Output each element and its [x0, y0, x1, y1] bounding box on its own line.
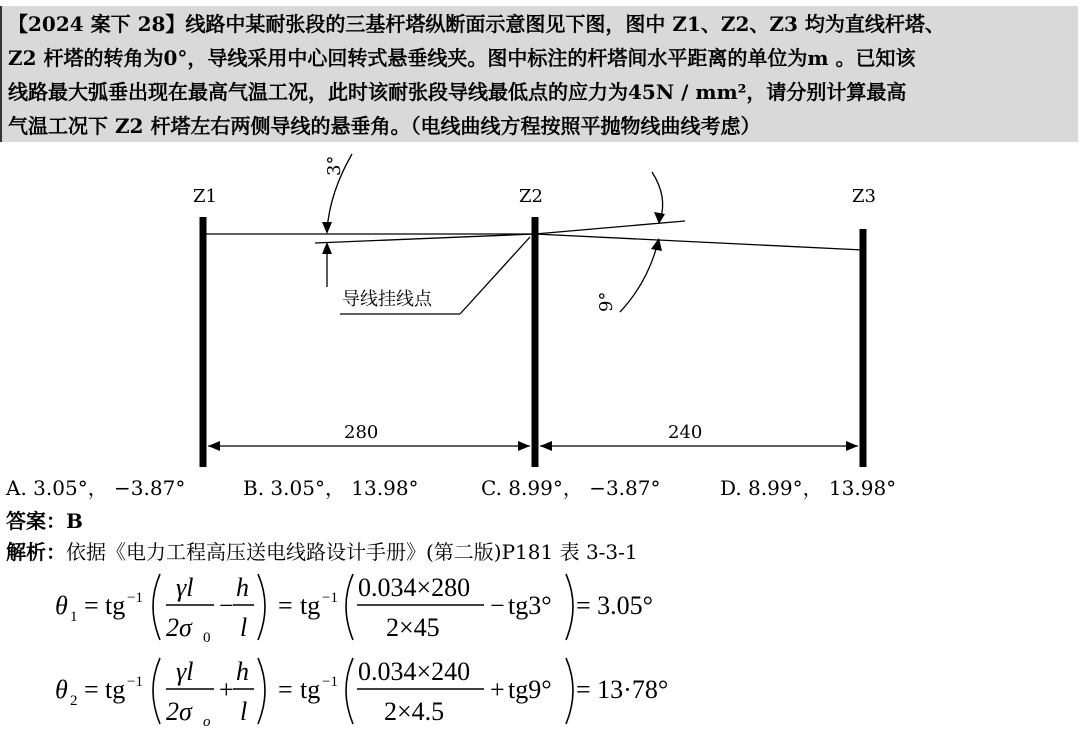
answer-label: 答案：: [6, 509, 66, 533]
f2-paren-close-2: [566, 658, 573, 724]
f1-exp: −1: [127, 590, 143, 606]
span-arrow-1-right: [518, 441, 530, 451]
f2-num: 0.034×240: [358, 657, 471, 686]
tower-label-z3: Z3: [852, 186, 876, 207]
f2-exp: −1: [127, 674, 143, 690]
f1-theta: θ: [55, 591, 68, 620]
f1-eq1: =: [84, 591, 99, 620]
f1-tg2: tg: [300, 591, 321, 620]
hang-point-label: 导线挂线点: [342, 289, 432, 310]
option-b[interactable]: B. 3.05°， 13.98°: [243, 476, 419, 500]
question-line-4: 气温工况下 Z2 杆塔左右两侧导线的悬垂角。（电线曲线方程按照平抛物线曲线考虑）: [8, 114, 761, 138]
answer-options: [0, 472, 1080, 502]
f1-result: = 3.05°: [576, 591, 654, 620]
f2-den: 2×4.5: [384, 697, 445, 726]
f1-tg3: tg3°: [508, 591, 552, 620]
f2-theta-sub: 2: [70, 693, 78, 709]
f2-h: h: [236, 657, 249, 686]
question-line-3: 线路最大弧垂出现在最高气温工况，此时该耐张段导线最低点的应力为45N / mm²，请分别计算最高: [8, 80, 907, 104]
angle-arrow-left-bottom: [322, 242, 332, 254]
angle-label-left: 3°: [324, 155, 345, 176]
f1-num: 0.034×280: [358, 573, 471, 602]
analysis-line: [6, 536, 638, 565]
f2-plus2: +: [490, 675, 505, 704]
f2-theta: θ: [55, 675, 68, 704]
tower-label-z1: Z1: [193, 186, 217, 207]
f2-gl: γl: [176, 657, 194, 686]
f2-eq1: =: [84, 675, 99, 704]
f1-minus2: −: [490, 591, 505, 620]
span-label-1: 280: [344, 422, 379, 443]
question-line-1: 【2024 案下 28】线路中某耐张段的三基杆塔纵断面示意图见下图，图中 Z1、Z2、Z3 均为直线杆塔、: [8, 12, 945, 36]
f2-eq2: =: [278, 675, 293, 704]
question-line-2: Z2 杆塔的转角为0°，导线采用中心回转式悬垂线夹。图中标注的杆塔间水平距离的单位为m 。已知该: [8, 46, 916, 70]
option-d[interactable]: D. 8.99°， 13.98°: [720, 476, 897, 500]
span-label-2: 240: [668, 422, 703, 443]
f2-paren-open-1: [153, 658, 160, 724]
option-a[interactable]: A. 3.05°， −3.87°: [6, 476, 186, 500]
f1-tg: tg: [105, 591, 126, 620]
conductor-line-right: [535, 234, 863, 250]
answer-line: [6, 505, 83, 534]
formula-theta2: [0, 650, 1080, 732]
f2-tg: tg: [105, 675, 126, 704]
angle-arc-right-bottom: [620, 242, 658, 312]
f2-l: l: [240, 697, 248, 726]
tangent-line-left: [315, 234, 535, 243]
angle-arrow-left-top: [322, 222, 332, 234]
analysis-label: 解析：: [6, 540, 66, 564]
f2-tg2: tg: [300, 675, 321, 704]
f1-den: 2×45: [386, 613, 440, 642]
f2-tg3: tg9°: [508, 675, 552, 704]
f2-paren-close-1: [258, 658, 265, 724]
f2-sigma-sub: o: [203, 714, 211, 730]
f2-paren-open-2: [346, 658, 353, 724]
f2-plus: +: [219, 675, 234, 704]
span-arrow-2-left: [540, 441, 552, 451]
f1-eq2: =: [278, 591, 293, 620]
f1-2sigma: 2σ: [166, 613, 192, 642]
analysis-text: 依据《电力工程高压送电线路设计手册》(第二版)P181 表 3-3-1: [66, 540, 638, 564]
question-block: [0, 6, 1078, 142]
f2-2sigma: 2σ: [166, 697, 192, 726]
f1-h: h: [236, 573, 249, 602]
f1-exp2: −1: [322, 590, 338, 606]
f1-paren-close-2: [566, 574, 573, 640]
answer-value: B: [66, 509, 83, 533]
option-c[interactable]: C. 8.99°， −3.87°: [481, 476, 661, 500]
f1-paren-open-1: [153, 574, 160, 640]
f1-minus: −: [219, 591, 234, 620]
f1-gl: γl: [176, 573, 194, 602]
span-arrow-1-left: [208, 441, 220, 451]
formula-theta1: [0, 566, 1080, 648]
f1-paren-close-1: [258, 574, 265, 640]
f2-exp2: −1: [322, 674, 338, 690]
f1-paren-open-2: [346, 574, 353, 640]
tower-profile-diagram: [0, 142, 1080, 472]
tangent-line-right: [535, 221, 685, 234]
span-arrow-2-right: [846, 441, 858, 451]
f2-result: = 13·78°: [576, 675, 669, 704]
f1-theta-sub: 1: [70, 609, 78, 625]
f1-l: l: [240, 613, 248, 642]
angle-arrow-right-top: [654, 212, 665, 224]
angle-label-right: 9°: [596, 291, 617, 312]
f1-sigma-sub: 0: [203, 630, 211, 646]
tower-label-z2: Z2: [519, 186, 543, 207]
hang-point-leader: [460, 237, 530, 314]
